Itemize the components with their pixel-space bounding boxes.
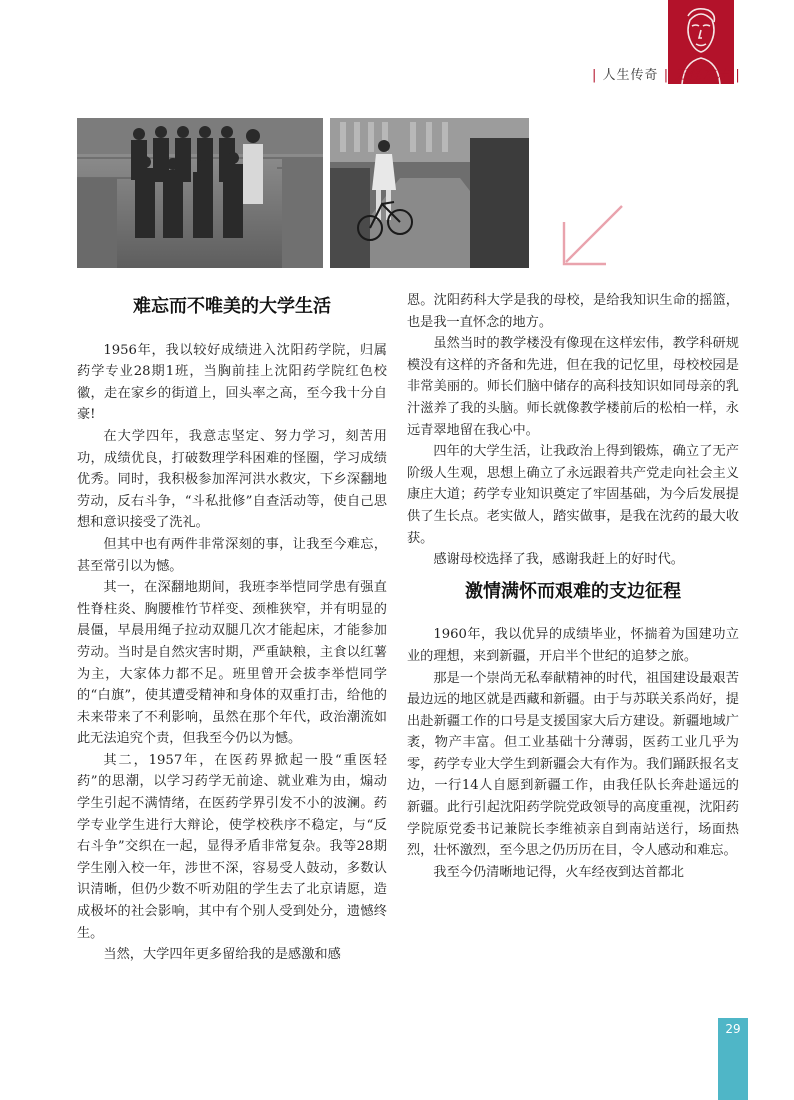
paragraph: 四年的大学生活，让我政治上得到锻炼，确立了无产阶级人生观，思想上确立了永远跟着共产党走向社会主义康庄大道；药学专业知识奠定了牢固基础，为今后发展提供了生长点。老实做人，踏实做事，是我在沈药的最大收获。 — [407, 444, 739, 546]
bicycle-photo-image — [330, 118, 529, 268]
running-header — [592, 64, 792, 83]
section-title-university: 难忘而不唯美的大学生活 — [133, 296, 331, 317]
paragraph: 1960年，我以优异的成绩毕业，怀揣着为国建功立业的理想，来到新疆，开启半个世纪的追梦之旅。 — [407, 627, 739, 664]
paragraph: 在大学四年，我意志坚定、努力学习，刻苦用功，成绩优良，打破数理学科困难的怪圈，学习成绩优秀。同时，我积极参加浑河洪水救灾，下乡深翻地劳动，反右斗争，“斗私批修”自查活动等，使自己思想和意识接受了洗礼。 — [77, 428, 387, 531]
header-divider: | — [663, 68, 670, 83]
group-photo-image — [77, 118, 323, 268]
paragraph-continuation: 恩。沈阳药科大学是我的母校，是给我知识生命的摇篮，也是我一直怀念的地方。 — [407, 293, 739, 330]
header-magazine-name: 无怪东志 — [674, 68, 731, 83]
left-column — [77, 290, 387, 966]
paragraph: 当然，大学四年更多留给我的是感激和感 — [103, 947, 341, 963]
header-divider: | — [735, 68, 741, 83]
paragraph: 其一，在深翻地期间，我班李举恺同学患有强直性脊柱炎、胸腰椎竹节样变、颈椎狭窄，并有明显的晨僵，早晨用绳子拉动双腿几次才能起床，才能参加劳动。当时是自然灾害时期，严重缺粮，主食以红薯为主，大家体力都不足。班里曾开会拔李举恺同学的“白旗”，使其遭受精神和身体的双重打击，给他的未来带来了不利影响，虽然在那个年代，政治潮流如此无法追究个责，但我至今仍以为憾。 — [77, 580, 387, 747]
diagonal-arrow-icon — [556, 200, 628, 272]
header-section-label: 人生传奇 — [602, 68, 659, 83]
paragraph: 我至今仍清晰地记得，火车经夜到达首都北 — [433, 864, 684, 880]
paragraph: 感谢母校选择了我，感谢我赶上的好时代。 — [433, 552, 684, 568]
paragraph: 其二，1957年，在医药界掀起一股“重医轻药”的思潮，以学习药学无前途、就业难为由，煽动学生引起不满情绪，在医药学界引发不小的波澜。药学专业学生进行大辩论，使学校秩序不稳定，与“反右斗争”交织在一起，显得矛盾非常复杂。我等28期学生刚入校一年，涉世不深，容易受人鼓动，多数认识清晰，但仍少数不听劝阻的学生去了北京请愿，造成极坏的社会影响，其中有个别人受到处分，遗憾终生。 — [77, 752, 387, 941]
paragraph: 那是一个崇尚无私奉献精神的时代，祖国建设最艰苦最边远的地区就是西藏和新疆。由于与苏联关系尚好，提出赴新疆工作的口号是支援国家大后方建设。新疆地域广袤，物产丰富。但工业基础十分薄弱，医药工业几乎为零，药学专业大学生到新疆会大有作为。我们踊跃报名支边，一行14人自愿到新疆工作，由我任队长奔赴遥远的新疆。此行引起沈阳药学院党政领导的高度重视，沈阳药学院原党委书记兼院长李维祯亲自到南站送行，场面热烈，壮怀激烈，至今思之仍历历在目，令人感动和难忘。 — [407, 670, 739, 859]
paragraph: 但其中也有两件非常深刻的事，让我至今难忘，甚至常引以为憾。 — [77, 536, 387, 574]
right-column — [407, 290, 739, 883]
group-photo — [77, 118, 323, 268]
paragraph: 1956年，我以较好成绩进入沈阳药学院，归属药学专业28期1班，当胸前挂上沈阳药学院红色校徽，走在家乡的街道上，回头率之高，至今我十分自豪! — [77, 342, 387, 423]
bicycle-photo — [330, 118, 529, 268]
page-number: 29 — [725, 1022, 741, 1036]
paragraph: 虽然当时的教学楼没有像现在这样宏伟，教学科研规模没有这样的齐备和先进，但在我的记忆里，母校校园是非常美丽的。师长们脑中储存的高科技知识如同母亲的乳汁滋养了我的头脑。师长就像教学楼前后的松柏一样，永远青翠地留在我心中。 — [407, 336, 739, 438]
header-divider: | — [592, 68, 598, 83]
section-title-xinjiang: 激情满怀而艰难的支边征程 — [465, 580, 681, 602]
